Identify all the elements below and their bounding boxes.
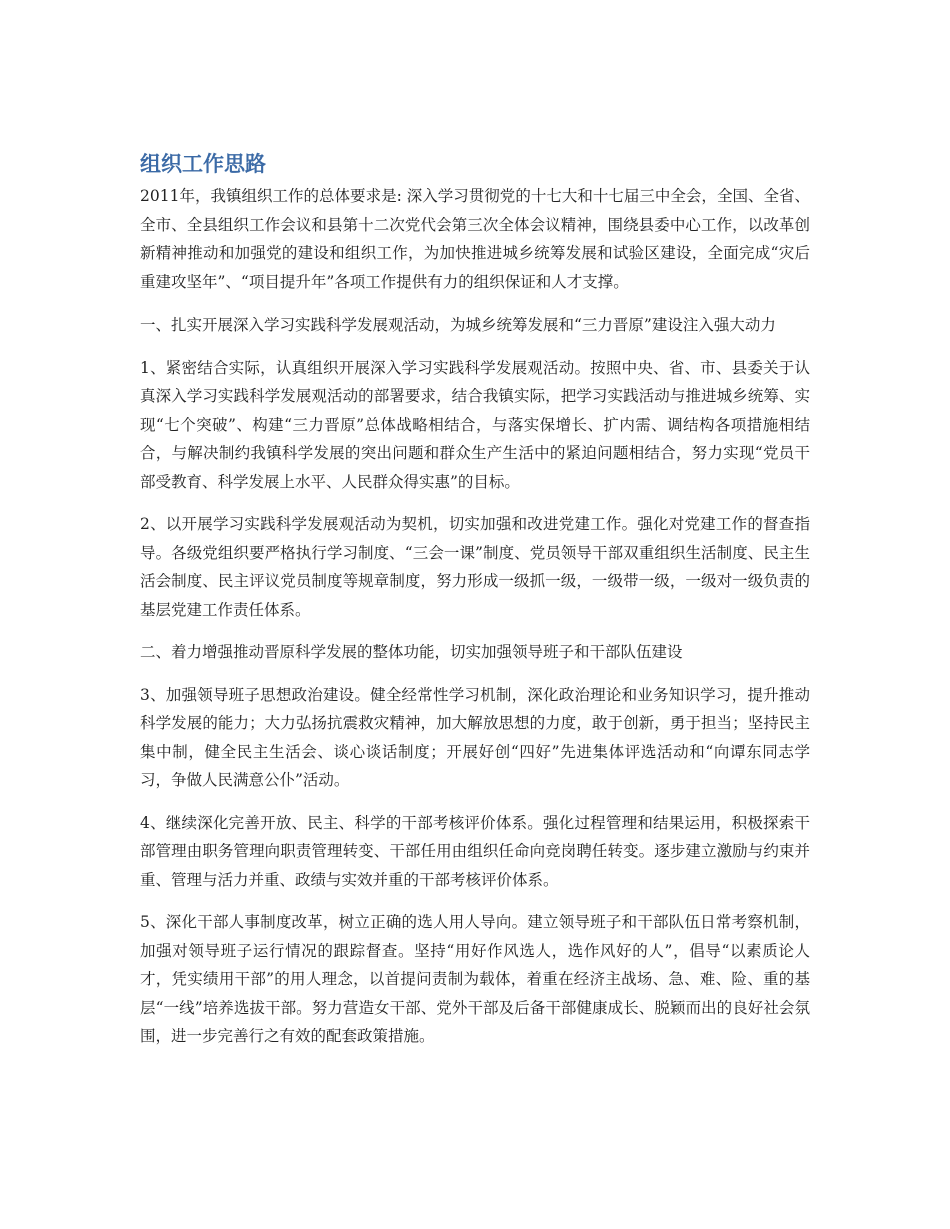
section-heading-1: 一、扎实开展深入学习实践科学发展观活动，为城乡统筹发展和“三力晋原”建设注入强大动力 <box>140 316 776 334</box>
item-paragraph-1: 1、紧密结合实际，认真组织开展深入学习实践科学发展观活动。按照中央、省、市、县委关于认真深入学习实践科学发展观活动的部署要求，结合我镇实际，把学习实践活动与推进城乡统筹、实现“七个突破”、构建“三力晋原”总体战略相结合，与落实保增长、扩内需、调结构各项措施相结合，与解决制约我镇科学发展的突出问题和群众生产生活中的紧迫问题相结合，努力实现“党员干部受教育、科学发展上水平、人民群众得实惠”的目标。 <box>140 358 810 491</box>
item-paragraph-5: 5、深化干部人事制度改革，树立正确的选人用人导向。建立领导班子和干部队伍日常考察机制，加强对领导班子运行情况的跟踪督查。坚持“用好作风选人，选作风好的人”，倡导“以素质论人才，凭实绩用干部”的用人理念，以首提问责制为载体，着重在经济主战场、急、难、险、重的基层“一线”培养选拔干部。努力营造女干部、党外干部及后备干部健康成长、脱颖而出的良好社会氛围，进一步完善行之有效的配套政策措施。 <box>140 913 810 1045</box>
item-paragraph-4: 4、继续深化完善开放、民主、科学的干部考核评价体系。强化过程管理和结果运用，积极探索干部管理由职务管理向职责管理转变、干部任用由组织任命向竞岗聘任转变。逐步建立激励与约束并重、管理与活力并重、政绩与实效并重的干部考核评价体系。 <box>140 813 810 889</box>
section-heading-2: 二、着力增强推动晋原科学发展的整体功能，切实加强领导班子和干部队伍建设 <box>140 643 683 661</box>
document-title: 组织工作思路 <box>140 152 266 176</box>
item-paragraph-2: 2、以开展学习实践科学发展观活动为契机，切实加强和改进党建工作。强化对党建工作的督查指导。各级党组织要严格执行学习制度、“三会一课”制度、党员领导干部双重组织生活制度、民主生活会制度、民主评议党员制度等规章制度，努力形成一级抓一级，一级带一级，一级对一级负责的基层党建工作责任体系。 <box>140 515 810 619</box>
intro-paragraph: 2011年，我镇组织工作的总体要求是: 深入学习贯彻党的十七大和十七届三中全会，全国、全省、全市、全县组织工作会议和县第十二次党代会第三次全体会议精神，围绕县委中心工作，以改革创新精神推动和加强党的建设和组织工作，为加快推进城乡统筹发展和试验区建设，全面完成“灾后重建攻坚年”、“项目提升年”各项工作提供有力的组织保证和人才支撑。 <box>140 187 810 291</box>
item-paragraph-3: 3、加强领导班子思想政治建设。健全经常性学习机制，深化政治理论和业务知识学习，提升推动科学发展的能力；大力弘扬抗震救灾精神，加大解放思想的力度，敢于创新，勇于担当；坚持民主集中制，健全民主生活会、谈心谈话制度；开展好创“四好”先进集体评选活动和“向谭东同志学习，争做人民满意公仆”活动。 <box>140 685 810 789</box>
document-page <box>140 150 810 1065</box>
